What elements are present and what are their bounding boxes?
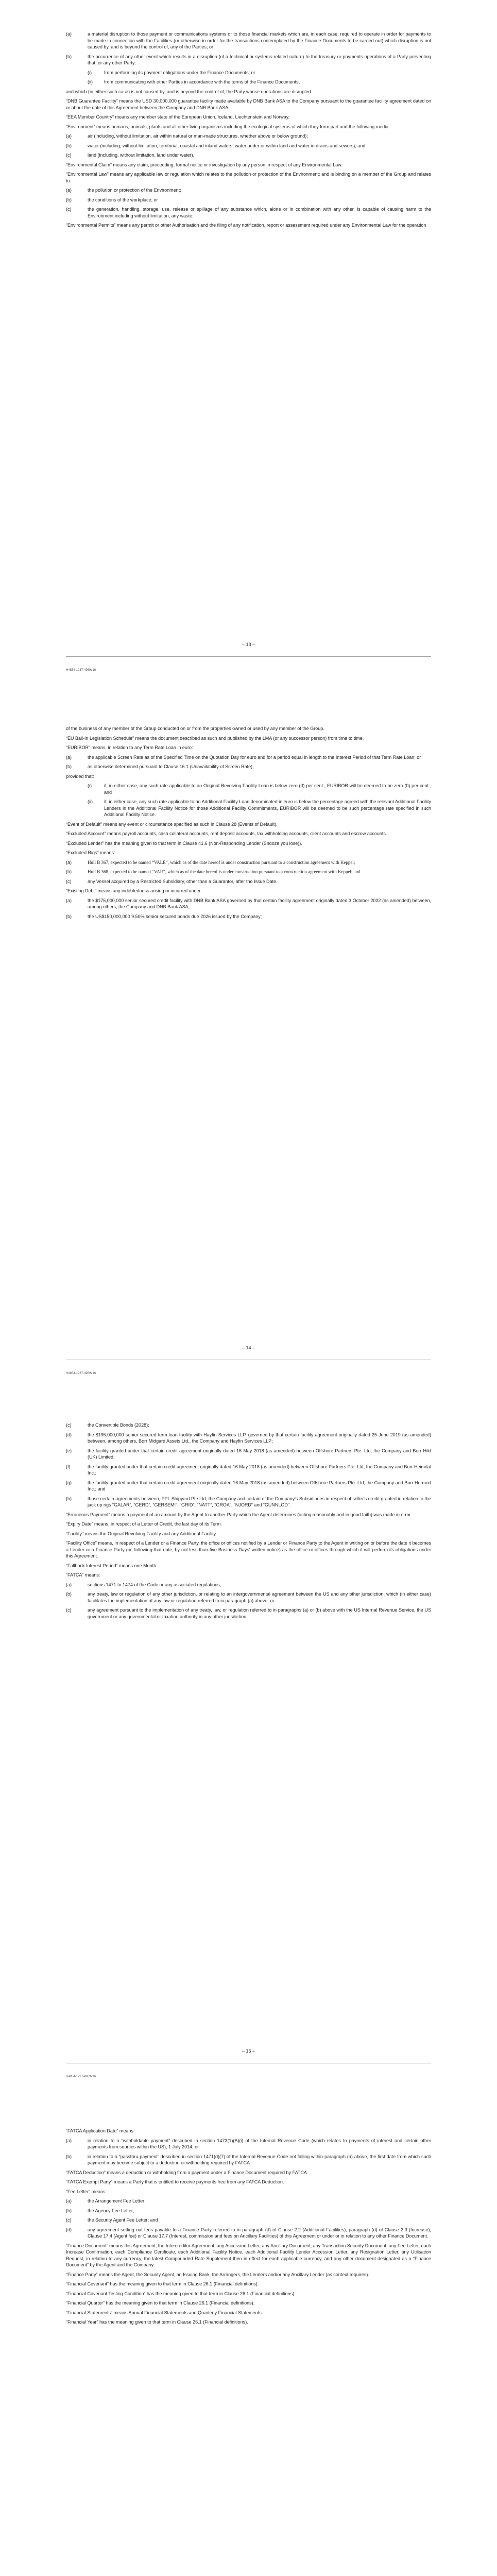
item-label: (a) (66, 1582, 72, 1587)
list-item (66, 2198, 431, 2205)
paragraph: and which (in either such case) is not caused by, and is beyond the control of, the Party whose operations are disrupted. (66, 89, 313, 94)
document-page (0, 2110, 497, 2576)
footer-rule (66, 656, 431, 657)
item-text: from performing its payment obligations under the Finance Documents; or (104, 70, 255, 75)
sub-list-item (88, 70, 431, 76)
item-label: (g) (66, 1480, 72, 1485)
paragraph: “Fee Letter” means: (66, 2189, 107, 2194)
list-item (66, 859, 431, 866)
item-label: (a) (66, 31, 72, 37)
list-item (66, 197, 431, 204)
paragraph: “Excluded Lender” has the meaning given to that term in Clause 41.6 (Non-Responding Lender (Snooze you lose)). (66, 840, 302, 846)
list-item (66, 1448, 431, 1461)
list-item (66, 2208, 431, 2214)
item-label: (a) (66, 188, 72, 193)
list-item (66, 152, 431, 159)
paragraph: “Financial Quarter” has the meaning given to that term in Clause 26.1 (Financial definitions). (66, 2300, 255, 2306)
list-item (66, 143, 431, 149)
paragraph: “Financial Year” has the meaning given to that term in Clause 26.1 (Financial definitions). (66, 2319, 248, 2325)
item-text: the pollution or protection of the Environment; (88, 188, 181, 193)
item-text: the $175,000,000 senior secured credit facility with DNB Bank ASA governed by that certain facility agreement originally dated 3 October 2022 (as amended) between, among others, the Company and DNB Bank ASA; (88, 897, 431, 909)
list-item (66, 31, 431, 50)
item-text: the applicable Screen Rate as of the Specified Time on the Quotation Day for euro and for a period equal in length to the Interest Period of that Term Rate Loan; or (88, 754, 421, 760)
item-label: (d) (66, 2227, 72, 2232)
paragraph: “Fallback Interest Period” means one Month. (66, 1563, 158, 1568)
paragraph: “DNB Guarantee Facility” means the USD 30,000,000 guarantee facility made available by DNB Bank ASA to the Company pursuant to the guarantee facility agreement dated on or about the date of this Agreement between the Company and DNB Bank ASA. (66, 98, 431, 110)
item-text: in relation to a “withholdable payment” described in section 1473(1)(A)(i) of the Internal Revenue Code (which relates to payments of interest and certain other payments from sources within the US), 1 July 2014; or (88, 2138, 431, 2149)
item-text: those certain agreements between, PPL Shipyard Pte Ltd, the Company and certain of the Company's Subsidiaries in respect of seller's credit granted in relation to the jack up rigs “GALAR”, “GERD”, “GERSEMI”, “GRID”, “NATT”, “GROA”, “NJORD” and “GUNNLOD”. (88, 1496, 431, 1507)
paragraph: “Existing Debt” means any indebtedness arising or incurred under: (66, 888, 202, 893)
item-label: (c) (66, 1607, 72, 1613)
paragraph: “Financial Covenant” has the meaning given to that term in Clause 26.1 (Financial definitions). (66, 2281, 259, 2286)
list-item (66, 1422, 431, 1429)
list-item (66, 1607, 431, 1620)
item-label: (c) (66, 207, 72, 212)
paragraph: “Finance Document” means this Agreement, the Intercreditor Agreement, any Accession Letter, any Ancillary Document, any Transaction Security Document, any Fee Letter, each Increase Confirmation, each Compliance Certificate, each Additional Facility Notice, each Additional Facility Lender Accession Letter, any Resignation Letter, any Utilisation Request, in relation to any currency, the latest Compounded Rate Supplement then in effect for each applicable currency, and any other document designated as a “Finance Document” by the Agent and the Company. (66, 2243, 431, 2267)
page-body (66, 31, 431, 232)
item-label: (b) (66, 869, 72, 874)
item-text: sections 1471 to 1474 of the Code or any associated regulations; (88, 1582, 221, 1587)
paragraph: “FATCA Deduction” means a deduction or withholding from a payment under a Finance Document required by FATCA. (66, 2170, 309, 2175)
paragraph: “Expiry Date” means, in respect of a Letter of Credit, the last day of its Term. (66, 1521, 222, 1527)
item-text: air (including, without limitation, air within natural or man-made structures, whether above or below ground); (88, 133, 308, 139)
page-body (66, 2128, 431, 2329)
list-item (66, 754, 431, 761)
item-text: the facility granted under that certain credit agreement originally dated 16 May 2018 (as amended) between Offshore Partners Pte. Ltd, the Company and Borr Heimdal Inc.; (88, 1464, 431, 1476)
paragraph: “Environmental Claim” means any claim, proceeding, formal notice or investigation by any person in respect of any Environmental Law. (66, 162, 342, 167)
paragraph: “Environmental Permits” means any permit or other Authorisation and the filing of any notification, report or assessment required under any Environmental Law for the operation (66, 223, 426, 228)
item-text: in relation to a “passthru payment” described in section 1471(d)(7) of the Internal Revenue Code not falling within paragraph (a) above, the first date from which such payment may become subject to a deduction or withholding required by FATCA. (88, 2154, 431, 2165)
list-item (66, 1432, 431, 1445)
item-label: (a) (66, 133, 72, 139)
item-text: land (including, without limitation, land under water). (88, 152, 195, 158)
item-text: any treaty, law or regulation of any other jurisdiction, or relating to an intergovernmental agreement between the US and any other jurisdiction, which (in either case) facilitates the implementation of any law or regulation referred to in paragraph (a) above; or (88, 1591, 431, 1603)
item-text: a material disruption to those payment or communications systems or to those financial markets which are, in each case, required to operate in order for payments to be made in connection with the Facilities (or otherwise in order for the transactions contemplated by the Finance Documents to be carried out) which disruption is not caused by, and is beyond the control of, any of the Parties; or (88, 31, 431, 49)
item-text: any Vessel acquired by a Restricted Subsidiary, other than a Guarantor, after the Issue Date. (88, 878, 278, 884)
item-text: the US$150,000,000 9.50% senior secured bonds due 2026 issued by the Company; (88, 913, 262, 919)
paragraph: “FATCA Application Date” means: (66, 2128, 135, 2133)
item-text: as otherwise determined pursuant to Clause 16.1 (Unavailability of Screen Rate), (88, 764, 254, 769)
item-label: (b) (66, 143, 72, 148)
paragraph: “Erroneous Payment” means a payment of an amount by the Agent to another Party which the Agent determines (acting reasonably and in good faith) was made in error. (66, 1512, 412, 1517)
paragraph: “Environmental Law” means any applicable law or regulation which relates to the pollution or protection of the Environment; and is binding on a member of the Group and relates to: (66, 172, 431, 183)
item-label: (a) (66, 754, 72, 760)
item-label: (a) (66, 2198, 72, 2204)
document-page (0, 0, 497, 703)
item-label: (d) (66, 1432, 72, 1437)
item-label: (b) (66, 54, 72, 59)
paragraph: “EURIBOR” means, in relation to any Term Rate Loan in euro: (66, 745, 193, 750)
item-text: the Security Agent Fee Letter; and (88, 2217, 158, 2223)
item-label: (ii) (88, 79, 93, 84)
sub-list-item (88, 783, 431, 795)
item-text: any agreement setting out fees payable to a Finance Party referred to in paragraph (d) of Clause 2.2 (Additional Facilities), paragraph (d) of Clause 2.3 (Increase), Clause 17.4 (Agent fee) or Clause 17.7 (Interest, commission and fees on Ancillary Facilities) of this Agreement or under or in relation to any other Finance Document. (88, 2227, 431, 2239)
item-label: (b) (66, 2208, 72, 2213)
paragraph: “EU Bail-In Legislation Schedule” means the document described as such and published by the LMA (or any successor person) from time to time. (66, 735, 364, 741)
paragraph: “EEA Member Country” means any member state of the European Union, Iceland, Liechtenstein and Norway. (66, 114, 290, 120)
item-label: (ii) (88, 799, 93, 804)
item-label: (c) (66, 152, 72, 158)
list-item (66, 2154, 431, 2166)
sub-list-item (88, 799, 431, 818)
list-item (66, 1464, 431, 1477)
paragraph: “Environment” means humans, animals, plants and all other living organisms including the ecological systems of which they form part and the following media: (66, 124, 390, 129)
item-text: the $195,000,000 senior secured term loan facility with Hayfin Services LLP, governed by that certain facility agreement originally dated 25 June 2019 (as amended) between, among others, Borr Midgard Assets Ltd., the Company and Hayfin Services LLP; (88, 1432, 431, 1444)
paragraph: “Excluded Account” means payroll accounts, cash collateral accounts, rent deposit accounts, tax withholding accounts, client accounts and escrow accounts. (66, 831, 387, 836)
item-label: (c) (66, 2217, 72, 2223)
page-body (66, 1422, 431, 1623)
item-text: if, in either case, any such rate applicable to an Additional Facility Loan denominated in euro is below the percentage agreed with the relevant Additional Facility Lenders in the Additional Facility Notice for those Additional Facility Commitments, EURIBOR will be deemed to be such percentage rate specified in such Additional Facility Notice. (104, 799, 431, 817)
item-label: (b) (66, 1591, 72, 1597)
item-label: (b) (66, 764, 72, 769)
paragraph: “FATCA” means: (66, 1572, 100, 1578)
item-text: if, in either case, any such rate applicable to an Original Revolving Facility Loan is below zero (0) per cent., EURIBOR will be deemed to be zero (0) per cent.; and (104, 783, 431, 795)
item-label: (b) (66, 913, 72, 919)
item-label: (f) (66, 1464, 71, 1469)
page-body (66, 725, 431, 923)
item-label: (c) (66, 878, 72, 884)
item-text: Hull B 367, expected to be named “VALE”, which as of the date hereof is under construction pursuant to a construction agreement with Keppel; (88, 859, 355, 865)
item-text: the generation, handling, storage, use, release or spillage of any substance which, alone or in combination with any other, is capable of causing harm to the Environment including without limitation, any waste. (88, 207, 431, 218)
paragraph: “Finance Party” means the Agent, the Security Agent, an Issuing Bank, the Arrangers, the Lenders and/or any Ancillary Lender (as context requires). (66, 2272, 369, 2277)
paragraph: “Event of Default” means any event or circumstance specified as such in Clause 28 (Events of Default). (66, 821, 278, 827)
sub-list-item (88, 79, 431, 86)
item-label: (e) (66, 1448, 72, 1453)
item-text: the facility granted under that certain credit agreement originally dated 16 May 2018 (as amended) between Offshore Partners Pte. Ltd, the Company and Borr Hermod Inc.; and (88, 1480, 431, 1492)
list-item (66, 869, 431, 875)
paragraph: provided that: (66, 773, 94, 779)
paragraph: “Financial Covenant Testing Condition” has the meaning given to that term in Clause 26.1 (Financial definitions). (66, 2291, 296, 2296)
document-reference: H4854-1237-4969v16 (66, 1372, 96, 1375)
item-label: (i) (88, 783, 92, 788)
list-item (66, 206, 431, 219)
list-item (66, 1496, 431, 1509)
item-text: the facility granted under that certain credit agreement originally dated 16 May 2018 (as amended) between Offshore Partners Pte. Ltd, the Company and Borr Hild (UK) Limited; (88, 1448, 431, 1460)
item-label: (c) (66, 1422, 72, 1428)
paragraph: “FATCA Exempt Party” means a Party that is entitled to receive payments free from any FATCA Deduction. (66, 2179, 284, 2184)
item-text: the Arrangement Fee Letter; (88, 2198, 146, 2204)
item-text: Hull B 368, expected to be named “VAR”, which as of the date hereof is under construction pursuant to a construction agreement with Keppel; and (88, 869, 361, 874)
item-label: (i) (88, 70, 92, 75)
item-text: the Convertible Bonds (2028); (88, 1422, 149, 1428)
item-label: (a) (66, 897, 72, 903)
page-number: – 15 – (242, 2048, 255, 2054)
document-page (0, 1406, 497, 2110)
list-item (66, 2138, 431, 2150)
item-text: any agreement pursuant to the implementation of any treaty, law, or regulation referred to in paragraphs (a) or (b) above with the US Internal Revenue Service, the US government or any governmental or taxation authority in any other jurisdiction. (88, 1607, 431, 1619)
item-label: (b) (66, 197, 72, 202)
paragraph: “Facility Office” means, in respect of a Lender or a Finance Party, the office or offices notified by a Lender or Finance Party to the Agent in writing on or before the date it becomes a Lender or a Finance Party (or, following that date, by not less than five Business Days' written notice) as the office or offices through which it will perform its obligations under this Agreement. (66, 1540, 431, 1558)
document-page (0, 703, 497, 1406)
list-item (66, 133, 431, 140)
list-item (66, 897, 431, 910)
item-text: from communicating with other Parties in accordance with the terms of the Finance Documents, (104, 79, 300, 84)
document-reference: H4854-1237-4969v16 (66, 2075, 96, 2078)
list-item (66, 2217, 431, 2224)
document-reference: H4854-1237-4969v16 (66, 669, 96, 672)
page-number: – 13 – (242, 642, 255, 647)
item-text: the occurrence of any other event which results in a disruption (of a technical or systems-related nature) to the treasury or payments operations of a Party preventing that, or any other Party: (88, 54, 431, 65)
item-label: (a) (66, 859, 72, 865)
list-item (66, 913, 431, 920)
paragraph: “Facility” means the Original Revolving Facility and any Additional Facility. (66, 1531, 217, 1536)
paragraph: “Financial Statements” means Annual Financial Statements and Quarterly Financial Statements. (66, 2310, 263, 2315)
list-item (66, 2227, 431, 2240)
item-label: (a) (66, 2138, 72, 2143)
list-item (66, 1591, 431, 1604)
list-item (66, 1480, 431, 1493)
item-label: (h) (66, 1496, 72, 1501)
page-number: – 14 – (242, 1345, 255, 1350)
list-item (66, 878, 431, 885)
item-label: (b) (66, 2154, 72, 2159)
paragraph: of the business of any member of the Group conducted on or from the properties owned or used by any member of the Group. (66, 726, 324, 731)
item-text: water (including, without limitation, territorial, coastal and inland waters, water under or within land and water in drains and sewers); and (88, 143, 366, 148)
list-item (66, 187, 431, 194)
item-text: the conditions of the workplace; or (88, 197, 158, 202)
item-text: the Agency Fee Letter; (88, 2208, 134, 2213)
paragraph: “Excluded Rigs” means: (66, 850, 115, 855)
list-item (66, 54, 431, 66)
list-item (66, 764, 431, 770)
list-item (66, 1582, 431, 1588)
